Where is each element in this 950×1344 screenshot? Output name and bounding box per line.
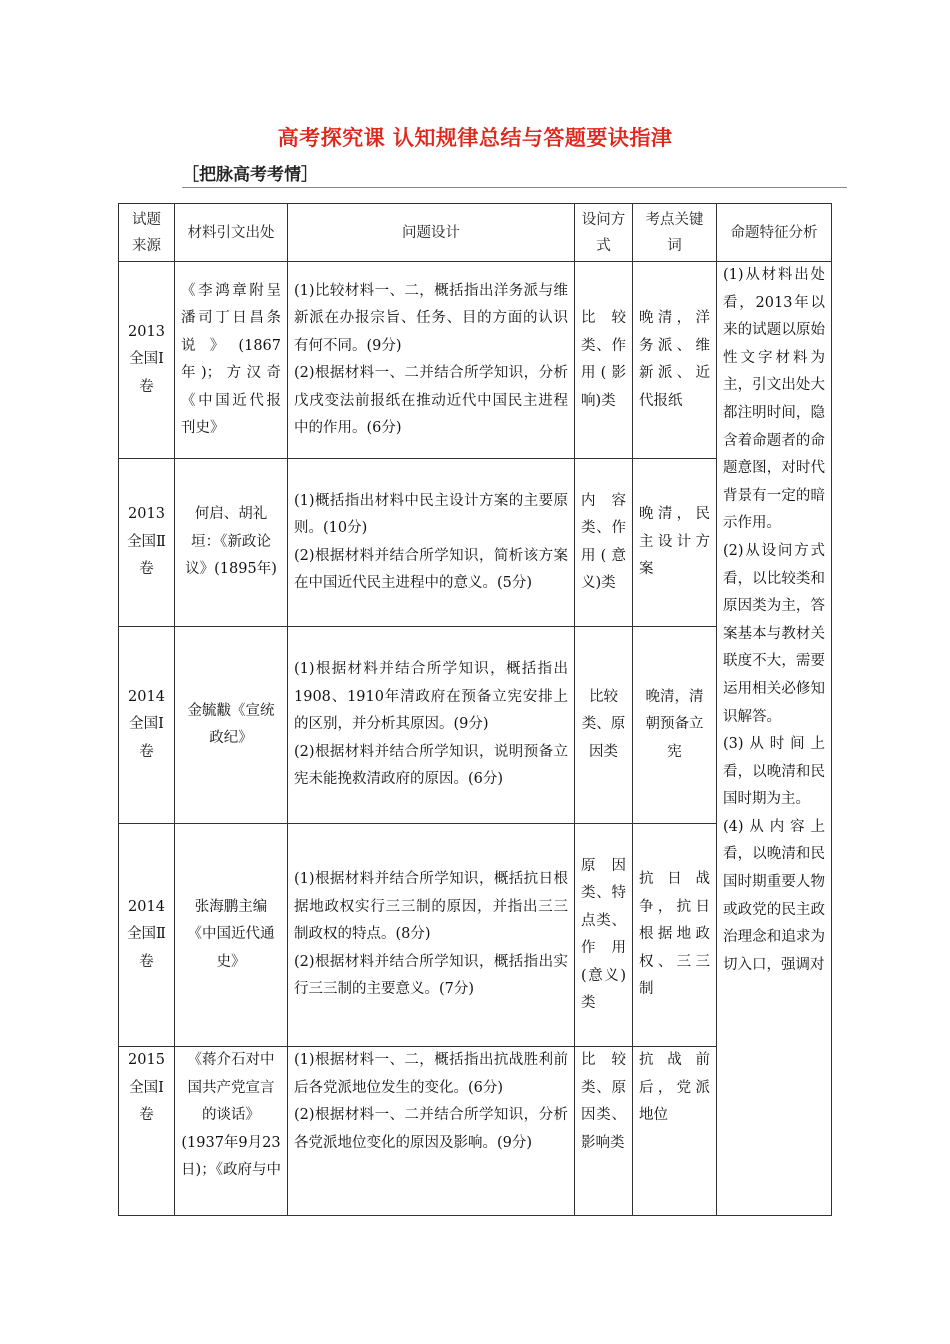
row-citation: 金毓黻《宣统政纪》 xyxy=(175,627,288,824)
question-1: (1)比较材料一、二，概括指出洋务派与维新派在办报宗旨、任务、目的方面的认识有何不同。(9分) xyxy=(294,282,568,354)
row-keywords: 抗日战争，抗日根据地政权、三三制 xyxy=(633,824,717,1047)
feature-3: (3)从时间上看，以晚清和民国时期为主。 xyxy=(723,736,825,808)
question-1: (1)根据材料一、二，概括指出抗战胜利前后各党派地位发生的变化。(6分) xyxy=(294,1052,568,1096)
row-method: 原因类、特点类、作用(意义)类 xyxy=(575,824,633,1047)
row-questions xyxy=(288,262,575,459)
question-2: (2)根据材料一、二并结合所学知识，分析各党派地位变化的原因及影响。(9分) xyxy=(294,1107,568,1151)
header-source: 试题来源 xyxy=(119,204,175,262)
row-keywords: 晚清，民主设计方案 xyxy=(633,459,717,627)
row-questions xyxy=(288,459,575,627)
exam-analysis-table xyxy=(118,203,832,1216)
row-keywords: 晚清，清朝预备立宪 xyxy=(633,627,717,824)
row-citation: 何启、胡礼垣：《新政论议》(1895年) xyxy=(175,459,288,627)
row-questions xyxy=(288,627,575,824)
question-2: (2)根据材料一、二并结合所学知识，分析戊戌变法前报纸在推动近代中国民主进程中的作用。(6分) xyxy=(294,365,568,436)
row-source: 2014全国Ⅱ卷 xyxy=(119,824,175,1047)
section-divider xyxy=(182,187,847,188)
row-source: 2013全国Ⅰ卷 xyxy=(119,262,175,459)
row-source: 2014全国Ⅰ卷 xyxy=(119,627,175,824)
question-1: (1)概括指出材料中民主设计方案的主要原则。(10分) xyxy=(294,492,568,536)
feature-1: (1)从材料出处看，2013年以来的试题以原始性文字材料为主，引文出处大都注明时间，隐含着命题者的命题意图，对时代背景有一定的暗示作用。 xyxy=(723,267,825,532)
row-questions xyxy=(288,1047,575,1216)
header-features: 命题特征分析 xyxy=(717,204,832,262)
header-questions: 问题设计 xyxy=(288,204,575,262)
row-citation: 张海鹏主编《中国近代通史》 xyxy=(175,824,288,1047)
row-citation: 《蒋介石对中国共产党宣言的谈话》(1937年9月23日)；《政府与中 xyxy=(175,1047,288,1216)
row-citation: 《李鸿章附呈潘司丁日昌条说》(1867年)；方汉奇《中国近代报刊史》 xyxy=(175,262,288,459)
question-2: (2)根据材料并结合所学知识，概括指出实行三三制的主要意义。(7分) xyxy=(294,953,568,998)
row-method: 内容类、作用(意义)类 xyxy=(575,459,633,627)
question-1: (1)根据材料并结合所学知识，概括指出1908、1910年清政府在预备立宪安排上的区别，并分析其原因。(9分) xyxy=(294,661,568,733)
header-method: 设问方式 xyxy=(575,204,633,262)
features-analysis xyxy=(717,262,832,1216)
row-source: 2013全国Ⅱ卷 xyxy=(119,459,175,627)
question-2: (2)根据材料并结合所学知识，说明预备立宪未能挽救清政府的原因。(6分) xyxy=(294,743,568,788)
row-method: 比较类、原因类、影响类 xyxy=(575,1047,633,1216)
page-title: 高考探究课 认知规律总结与答题要诀指津 xyxy=(277,125,673,150)
feature-4: (4)从内容上看，以晚清和民国时期重要人物或政党的民主政治理念和追求为切入口，强调对 xyxy=(723,818,825,973)
row-questions xyxy=(288,824,575,1047)
row-method: 比较类、原因类 xyxy=(575,627,633,824)
row-method: 比较类、作用(影响)类 xyxy=(575,262,633,459)
section-heading: ［把脉高考考情］ xyxy=(182,165,318,185)
question-2: (2)根据材料并结合所学知识，简析该方案在中国近代民主进程中的意义。(5分) xyxy=(294,547,568,591)
row-keywords: 晚清，洋务派、维新派、近代报纸 xyxy=(633,262,717,459)
feature-2: (2)从设问方式看，以比较类和原因类为主，答案基本与教材关联度不大，需要运用相关必修知识解答。 xyxy=(723,542,825,725)
header-keywords: 考点关键词 xyxy=(633,204,717,262)
row-keywords: 抗战前后，党派地位 xyxy=(633,1047,717,1216)
table-row xyxy=(119,262,832,459)
table-header-row xyxy=(119,204,832,262)
row-source: 2015全国Ⅰ卷 xyxy=(119,1047,175,1216)
header-citation: 材料引文出处 xyxy=(175,204,288,262)
question-1: (1)根据材料并结合所学知识，概括抗日根据地政权实行三三制的原因，并指出三三制政权的特点。(8分) xyxy=(294,871,568,943)
